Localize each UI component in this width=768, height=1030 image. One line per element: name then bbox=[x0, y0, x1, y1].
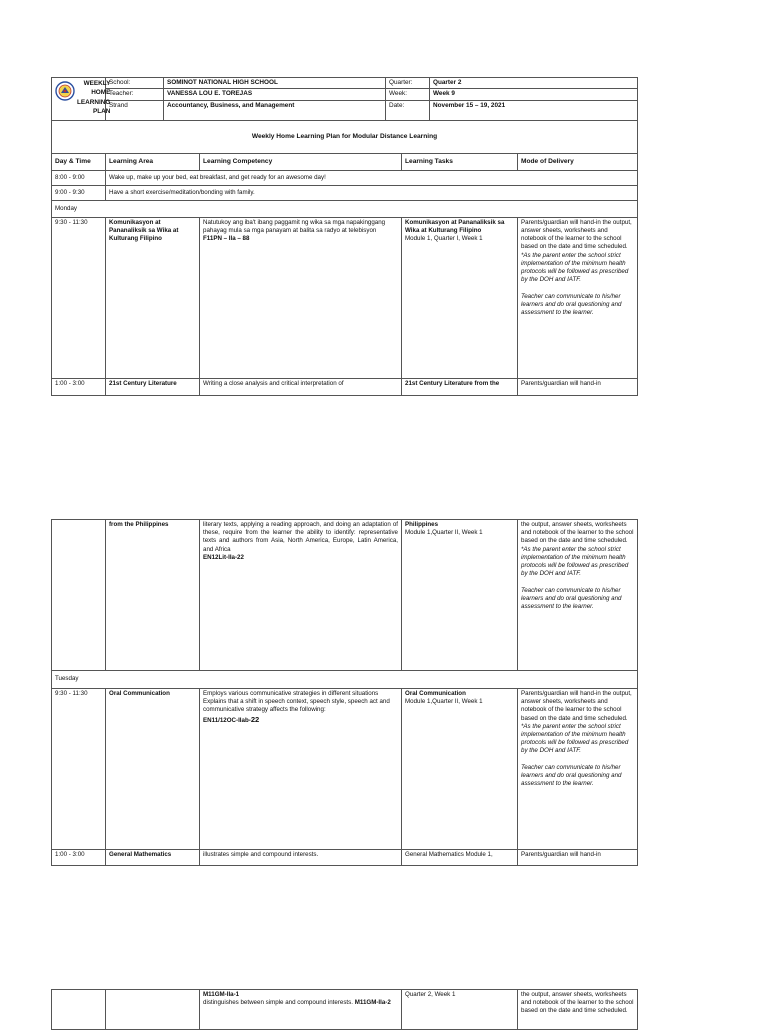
monday-task-1 bbox=[402, 217, 518, 378]
task-module: Module 1,Quarter II, Week 1 bbox=[405, 698, 483, 706]
whlp-cell bbox=[52, 78, 111, 121]
tuesday-task-2: General Mathematics Module 1, bbox=[402, 850, 518, 866]
tuesday-time-2: 1:00 - 3:00 bbox=[52, 850, 106, 866]
day-monday: Monday bbox=[52, 200, 638, 217]
tuesday-delivery-2: Parents/guardian will hand-in bbox=[518, 850, 638, 866]
delivery-text-b: *As the parent enter the school strict implementation of the minimum health protocols will be followed as prescribed by the DOH and IATF. bbox=[521, 545, 629, 578]
monday-competency-2: Writing a close analysis and critical interpretation of bbox=[200, 378, 402, 395]
cont-task bbox=[402, 520, 518, 671]
competency-code: EN11/12OC-IIab- bbox=[203, 716, 251, 724]
monday-delivery-1 bbox=[518, 217, 638, 378]
col-competency: Learning Competency bbox=[200, 153, 402, 170]
plan-page-1 bbox=[51, 77, 637, 396]
cont-delivery bbox=[518, 520, 638, 671]
monday-competency-1 bbox=[200, 217, 402, 378]
monday-area-1: Komunikasyon at Pananaliksik sa Wika at Kulturang Filipino bbox=[106, 217, 200, 378]
col-delivery: Mode of Delivery bbox=[518, 153, 638, 170]
plan-page-3 bbox=[51, 989, 637, 1030]
whlp-line-4: PLAN bbox=[92, 107, 111, 115]
task-module: Module 1,Quarter II, Week 1 bbox=[405, 529, 483, 537]
routine-text-1: Wake up, make up your bed, eat breakfast, and get ready for an awesome day! bbox=[106, 170, 638, 185]
col-day-time: Day & Time bbox=[52, 153, 106, 170]
plan-title: Weekly Home Learning Plan for Modular Distance Learning bbox=[52, 120, 638, 153]
monday-task-2: 21st Century Literature from the bbox=[402, 378, 518, 395]
week-value: Week 9 bbox=[430, 89, 638, 100]
strand-value: Accountancy, Business, and Management bbox=[164, 100, 386, 120]
task-title: Komunikasyon at Pananaliksik sa Wika at Kulturang Filipino bbox=[405, 218, 505, 235]
tuesday-area-1: Oral Communication bbox=[106, 689, 200, 850]
p3-delivery: the output, answer sheets, worksheets and notebook of the learner to the school based on the date and time scheduled. bbox=[518, 990, 638, 1030]
monday-area-2: 21st Century Literature bbox=[106, 378, 200, 395]
competency-code-suffix: 22 bbox=[250, 714, 260, 724]
tuesday-task-1 bbox=[402, 689, 518, 850]
delivery-text-c: Teacher can communicate to his/her learners and do oral questioning and assessment to the learner. bbox=[521, 763, 622, 788]
p3-task: Quarter 2, Week 1 bbox=[402, 990, 518, 1030]
competency-code: EN12Lit-IIa-22 bbox=[203, 553, 244, 561]
day-tuesday: Tuesday bbox=[52, 671, 638, 689]
teacher-label: Teacher: bbox=[106, 89, 164, 100]
tuesday-area-2: General Mathematics bbox=[106, 850, 200, 866]
strand-label: Strand bbox=[106, 100, 164, 120]
week-label: Week: bbox=[386, 89, 430, 100]
school-value: SOMINOT NATIONAL HIGH SCHOOL bbox=[164, 78, 386, 89]
teacher-value: VANESSA LOU E. TOREJAS bbox=[164, 89, 386, 100]
delivery-text-a: the output, answer sheets, worksheets and notebook of the learner to the school based on the date and time scheduled. bbox=[521, 521, 634, 545]
delivery-text-b: *As the parent enter the school strict implementation of the minimum health protocols will be followed as prescribed by the DOH and IATF. bbox=[521, 722, 629, 755]
task-title: Oral Communication bbox=[405, 690, 466, 697]
monday-time-2: 1:00 - 3:00 bbox=[52, 378, 106, 395]
competency-code-2: M11GM-IIa-2 bbox=[354, 999, 391, 1007]
competency-text: literary texts, applying a reading approach, and doing an adaptation of these, require from the learner the ability to identify: representative texts and authors from Asia, North America, Europe, Latin America, and Africa bbox=[203, 521, 398, 553]
tuesday-competency-2: illustrates simple and compound interests. bbox=[200, 850, 402, 866]
date-label: Date: bbox=[386, 100, 430, 120]
quarter-label: Quarter: bbox=[386, 78, 430, 89]
task-title: Philippines bbox=[405, 521, 439, 528]
plan-table-2 bbox=[51, 519, 638, 866]
delivery-text-c: Teacher can communicate to his/her learners and do oral questioning and assessment to the learner. bbox=[521, 586, 622, 610]
competency-text: Employs various communicative strategies in different situations Explains that a shift in speech context, speech style, speech act and communicative strategy affects the following: bbox=[203, 690, 390, 714]
p3-time bbox=[52, 990, 106, 1030]
col-tasks: Learning Tasks bbox=[402, 153, 518, 170]
monday-delivery-2: Parents/guardian will hand-in bbox=[518, 378, 638, 395]
quarter-value: Quarter 2 bbox=[430, 78, 638, 89]
monday-time-1: 9:30 - 11:30 bbox=[52, 217, 106, 378]
plan-page-2 bbox=[51, 519, 637, 866]
cont-competency bbox=[200, 520, 402, 671]
col-learning-area: Learning Area bbox=[106, 153, 200, 170]
school-label: School: bbox=[106, 78, 164, 89]
cont-area: from the Philippines bbox=[106, 520, 200, 671]
tuesday-competency-1 bbox=[200, 689, 402, 850]
cont-time bbox=[52, 520, 106, 671]
delivery-text-c: Teacher can communicate to his/her learners and do oral questioning and assessment to the learner. bbox=[521, 292, 622, 316]
date-value: November 15 – 19, 2021 bbox=[430, 100, 638, 120]
competency-code-1: M11GM-IIa-1 bbox=[203, 991, 240, 998]
p3-area bbox=[106, 990, 200, 1030]
tuesday-delivery-1 bbox=[518, 689, 638, 850]
task-module: Module 1, Quarter I, Week 1 bbox=[405, 235, 483, 243]
competency-text: Natutukoy ang iba't ibang paggamit ng wika sa mga napakinggang pahayag mula sa mga panayam at balita sa radyo at telebisyon bbox=[203, 218, 386, 235]
whlp-line-1: WEEKLY bbox=[83, 80, 111, 87]
p3-competency bbox=[200, 990, 402, 1030]
whlp-line-2: HOME bbox=[91, 89, 111, 97]
plan-table-3 bbox=[51, 989, 638, 1030]
whlp-line-3: LEARNING bbox=[77, 98, 111, 106]
plan-table-1 bbox=[51, 120, 638, 396]
tuesday-time-1: 9:30 - 11:30 bbox=[52, 689, 106, 850]
routine-text-2: Have a short exercise/meditation/bonding with family. bbox=[106, 185, 638, 200]
delivery-text-a: Parents/guardian will hand-in the output, answer sheets, worksheets and notebook of the learner to the school based on the date and time scheduled. bbox=[521, 218, 632, 251]
delivery-text-b: *As the parent enter the school strict implementation of the minimum health protocols will be followed as prescribed by the DOH and IATF. bbox=[521, 251, 629, 284]
routine-time-1: 8:00 - 9:00 bbox=[52, 170, 106, 185]
competency-code: F11PN – IIa – 88 bbox=[203, 235, 250, 243]
routine-time-2: 9:00 - 9:30 bbox=[52, 185, 106, 200]
competency-text: distinguishes between simple and compound interests. bbox=[203, 999, 353, 1007]
delivery-text-a: Parents/guardian will hand-in the output, answer sheets, worksheets and notebook of the learner to the school based on the date and time scheduled. bbox=[521, 690, 632, 722]
header-table bbox=[51, 77, 638, 121]
deped-seal-icon bbox=[55, 81, 75, 101]
